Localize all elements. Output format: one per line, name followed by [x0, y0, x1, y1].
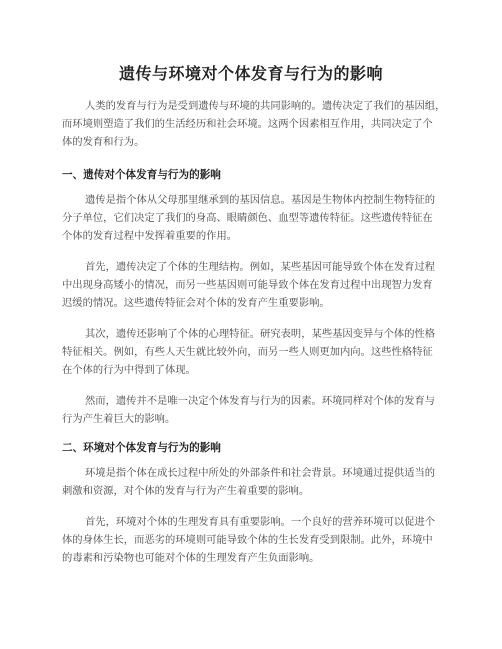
- paragraph-line: 而环境则塑造了我们的生活经历和社会环境。这两个因素相互作用，共同决定了个: [62, 118, 433, 130]
- paragraph-line: 体的身体生长，而恶劣的环境则可能导致个体的生长发育受到限制。此外，环境中: [62, 534, 433, 546]
- section-2-paragraph-2: [62, 513, 446, 567]
- paragraph-line: 首先，遗传决定了个体的生理结构。例如，某些基因可能导致个体在发育过程: [85, 261, 436, 273]
- paragraph-line: 环境是指个体在成长过程中所处的外部条件和社会背景。环境通过提供适当的: [85, 467, 436, 479]
- paragraph-line: 首先，环境对个体的生理发育具有重要影响。一个良好的营养环境可以促进个: [85, 516, 436, 528]
- paragraph-line: 的毒素和污染物也可能对个体的生理发育产生负面影响。: [62, 552, 320, 564]
- section-2-heading: 二、环境对个体发育与行为的影响: [62, 442, 221, 454]
- paragraph-line: 遗传是指个体从父母那里继承到的基因信息。基因是生物体内控制生物特征的: [85, 194, 436, 206]
- paragraph-line: 特征相关。例如，有些人天生就比较外向，而另一些人则更加内向。这些性格特征: [62, 346, 433, 358]
- paragraph-line: 行为产生着巨大的影响。: [62, 413, 176, 425]
- document-title: 遗传与环境对个体发育与行为的影响: [118, 64, 383, 83]
- section-1-heading: 一、遗传对个体发育与行为的影响: [62, 169, 221, 181]
- paragraph-line: 迟缓的情况。这些遗传特征会对个体的发育产生重要影响。: [62, 297, 330, 309]
- paragraph-line: 体的发育和行为。: [62, 136, 145, 148]
- section-2-paragraph-1: [62, 464, 446, 500]
- paragraph-line: 然而，遗传并不是唯一决定个体发育与行为的因素。环境同样对个体的发育与: [85, 395, 436, 407]
- section-1-paragraph-1: [62, 191, 446, 245]
- paragraph-line: 人类的发育与行为是受到遗传与环境的共同影响的。遗传决定了我们的基因组，: [85, 100, 446, 112]
- paragraph-line: 中出现身高矮小的情况，而另一些基因则可能导致个体在发育过程中出现智力发育: [62, 279, 433, 291]
- paragraph-line: 其次，遗传还影响了个体的心理特征。研究表明，某些基因变异与个体的性格: [85, 328, 436, 340]
- paragraph-line: 在个体的行为中得到了体现。: [62, 364, 196, 376]
- paragraph-line: 个体的发育过程中发挥着重要的作用。: [62, 230, 238, 242]
- paragraph-line: 分子单位，它们决定了我们的身高、眼睛颜色、血型等遗传特征。这些遗传特征在: [62, 212, 433, 224]
- section-1-paragraph-2: [62, 258, 446, 312]
- intro-paragraph: [62, 97, 446, 151]
- paragraph-line: 刺激和资源，对个体的发育与行为产生着重要的影响。: [62, 485, 310, 497]
- section-1-paragraph-4: [62, 392, 446, 428]
- section-1-paragraph-3: [62, 325, 446, 379]
